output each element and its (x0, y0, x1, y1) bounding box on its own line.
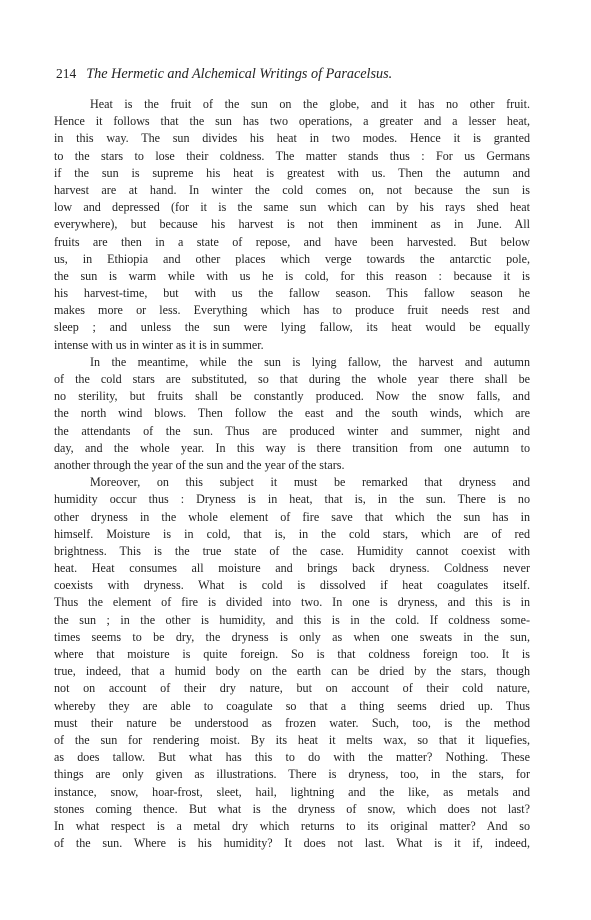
text-line: if the sun is supreme his heat is greatest with us. Then the autumn and (54, 165, 530, 180)
text-line: Hence it follows that the sun has two operations, a greater and a lesser heat, (54, 114, 530, 129)
text-line: sleep ; and unless the sun were lying fallow, its heat would be equally (54, 320, 530, 335)
text-line: things are only given as illustrations. There is dryness, too, in the stars, for (54, 767, 530, 782)
text-line: humidity occur thus : Dryness is in heat, that is, in the sun. There is no (54, 492, 530, 507)
text-line: not on account of their dry nature, but on account of their cold nature, (54, 681, 530, 696)
text-line: in this way. The sun divides his heat in two modes. Hence it is granted (54, 131, 530, 146)
text-line: brightness. This is the true state of the case. Humidity cannot coexist with (54, 543, 530, 558)
text-line: everywhere), but because his harvest is not then imminent as in June. All (54, 217, 530, 232)
text-line: of the sun for rendering moist. By its heat it melts wax, so that it liquefies, (54, 732, 530, 747)
text-line: times seems to be dry, the dryness is only as when one sweats in the sun, (54, 629, 530, 644)
text-line: to the stars to lose their coldness. The matter stands thus : For us Germans (54, 148, 530, 163)
text-line: another through the year of the sun and the year of the stars. (54, 457, 345, 472)
text-line: low and depressed (for it is the same sun which can by his rays shed heat (54, 200, 530, 215)
text-line: intense with us in winter as it is in summer. (54, 337, 264, 352)
text-line: In what respect is a metal dry which returns to its original matter? And so (54, 818, 530, 833)
text-line: coexists with dryness. What is cold is dissolved if heat coagulates itself. (54, 578, 530, 593)
text-line: of the cold stars are substituted, so that during the whole year there shall be (54, 372, 530, 386)
text-line: Thus the element of fire is divided into two. In one is dryness, and this is in (54, 595, 530, 610)
text-line: himself. Moisture is in cold, that is, in the cold stars, which are of red (54, 526, 530, 541)
text-line: the sun is warm while with us he is cold, for this reason : because it is (54, 268, 530, 283)
text-line: instance, snow, hoar-frost, sleet, hail, lightning and the like, as metals and (54, 784, 530, 799)
page-number: 214 (56, 66, 77, 81)
text-line: where that moisture is quite foreign. So is that coldness foreign too. It is (54, 647, 530, 661)
text-line: his harvest-time, but with us the fallow season. This fallow season he (54, 286, 530, 301)
text-line: us, in Ethiopia and other places which verge towards the antarctic pole, (54, 251, 530, 266)
body-text (54, 96, 530, 852)
text-line: of the sun. Where is his humidity? It does not last. What is it if, indeed, (54, 836, 530, 851)
text-line: makes more or less. Everything which has to produce fruit needs rest and (54, 303, 530, 318)
text-line: whereby they are able to coagulate so that a thing seems dried up. Thus (54, 698, 530, 713)
text-line: no sterility, but fruits shall be constantly produced. Now the snow falls, and (54, 389, 530, 404)
text-line: harvest are at hand. In winter the cold comes on, not because the sun is (54, 182, 530, 197)
text-line: other dryness in the whole element of fire save that which the sun has in (54, 509, 530, 524)
text-line: stones coming thence. But what is the dryness of snow, which does not last? (54, 801, 530, 816)
text-line: as does tallow. But what has this to do with the matter? Nothing. These (54, 750, 530, 765)
running-head (56, 64, 536, 84)
text-line: the attendants of the sun. Thus are produced winter and summer, night and (54, 423, 530, 438)
text-line: heat. Heat consumes all moisture and brings back dryness. Coldness never (54, 561, 530, 576)
text-line: fruits are then in a state of repose, and have been harvested. But below (54, 234, 530, 249)
text-line: In the meantime, while the sun is lying fallow, the harvest and autumn (90, 354, 530, 369)
paragraph-1 (54, 96, 530, 354)
text-line: the north wind blows. Then follow the east and the south winds, which are (54, 406, 530, 421)
text-line: Moreover, on this subject it must be remarked that dryness and (90, 475, 530, 490)
text-line: day, and the whole year. In this way is there transition from one autumn to (54, 440, 530, 455)
running-title: The Hermetic and Alchemical Writings of Paracelsus. (86, 66, 393, 82)
text-line: must their nature be understood as frozen water. Such, too, is the method (54, 715, 530, 730)
paragraph-2 (54, 354, 530, 474)
text-line: the sun ; in the other is humidity, and this is in the cold. If coldness some- (54, 612, 530, 627)
text-line: true, indeed, that a humid body on the earth can be dried by the stars, though (54, 664, 530, 679)
paragraph-3 (54, 474, 530, 852)
text-line: Heat is the fruit of the sun on the globe, and it has no other fruit. (90, 97, 530, 111)
